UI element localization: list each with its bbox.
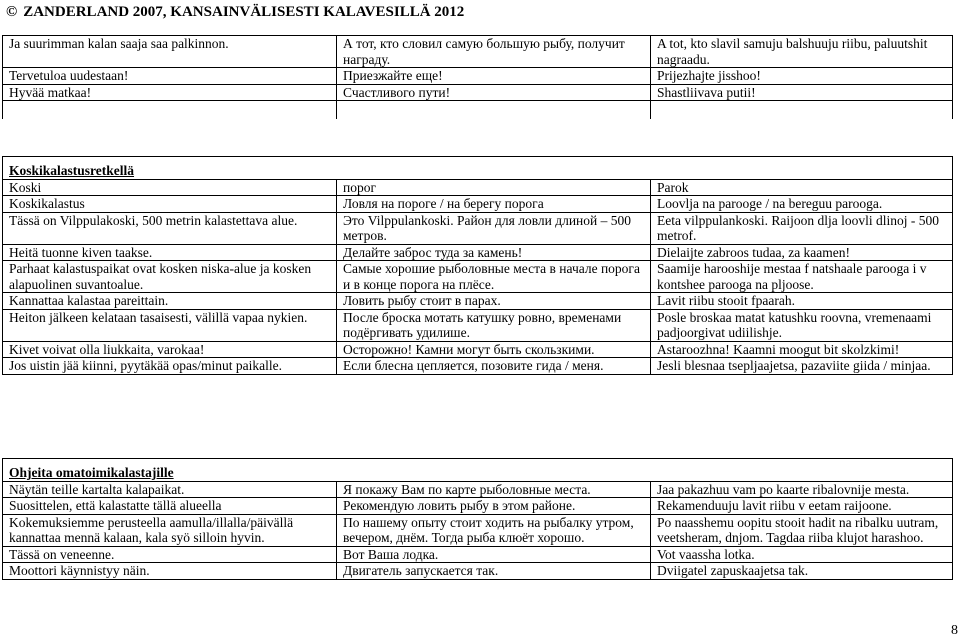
fishing-trip-table [2,156,953,375]
cell-finnish: Heiton jälkeen kelataan tasaisesti, välillä vapaa nykien. [3,309,337,341]
cell-transliteration: Dviigatel zapuskaajetsa tak. [651,563,953,580]
cell-transliteration: Posle broskaa matat katushku roovna, vremenaami padjoorgivat udiilishje. [651,309,953,341]
cell-finnish: Heitä tuonne kiven taakse. [3,244,337,261]
cell-transliteration: Dielaijte zabroos tudaa, za kaamen! [651,244,953,261]
self-guided-table [2,458,953,580]
page-number: 8 [951,623,958,638]
section-heading: Koskikalastusretkellä [3,157,953,180]
table-row [3,36,953,68]
cell-finnish: Suosittelen, että kalastatte tällä alueella [3,498,337,515]
cell-russian: Если блесна цепляется, позовите гида / меня. [337,358,651,375]
cell-russian: Ловля на пороге / на берегу порога [337,196,651,213]
spacer-row [3,101,953,120]
cell-finnish: Jos uistin jää kiinni, pyytäkää opas/minut paikalle. [3,358,337,375]
cell-russian: Это Vilppulankoski. Район для ловли длиной – 500 метров. [337,212,651,244]
table-row [3,261,953,293]
cell-russian: порог [337,179,651,196]
table-row [3,293,953,310]
table-row [3,212,953,244]
table-row [3,84,953,101]
cell-transliteration: Jaa pakazhuu vam po kaarte ribalovnije mesta. [651,481,953,498]
table-row [3,563,953,580]
cell-finnish: Tässä on Vilppulakoski, 500 metrin kalastettava alue. [3,212,337,244]
cell-transliteration: Parok [651,179,953,196]
table-row [3,68,953,85]
cell-finnish: Näytän teille kartalta kalapaikat. [3,481,337,498]
table-row [3,358,953,375]
table-row [3,309,953,341]
copyright-symbol: © [6,4,18,20]
cell-transliteration: Shastliivava putii! [651,84,953,101]
cell-finnish: Kokemuksiemme perusteella aamulla/illalla/päivällä kannattaa mennä kalaan, kala syö silloin hyvin. [3,514,337,546]
cell-finnish: Tervetuloa uudestaan! [3,68,337,85]
cell-russian: А тот, кто словил самую большую рыбу, получит награду. [337,36,651,68]
title-text: ZANDERLAND 2007, KANSAINVÄLISESTI KALAVESILLÄ 2012 [23,4,465,20]
table-row [3,179,953,196]
cell-russian: Двигатель запускается так. [337,563,651,580]
cell-transliteration: Astaroozhna! Kaamni moogut bit skolzkimi! [651,341,953,358]
top-phrases-table [2,35,953,119]
cell-transliteration: Prijezhajte jisshoo! [651,68,953,85]
cell-finnish: Koski [3,179,337,196]
page-title [6,2,464,22]
cell-russian: Счастливого пути! [337,84,651,101]
cell-transliteration: Loovlja na parooge / na bereguu parooga. [651,196,953,213]
table-row [3,196,953,213]
cell-russian: Вот Ваша лодка. [337,546,651,563]
cell-transliteration: Rekamenduuju lavit riibu v eetam raijoone. [651,498,953,515]
cell-finnish: Tässä on veneenne. [3,546,337,563]
cell-finnish: Ja suurimman kalan saaja saa palkinnon. [3,36,337,68]
cell-finnish: Kivet voivat olla liukkaita, varokaa! [3,341,337,358]
cell-transliteration: Po naasshemu oopitu stooit hadit na ribalku uutram, veetsheram, dnjom. Tagdaa riiba klujot harashoo. [651,514,953,546]
table-row [3,481,953,498]
cell-russian: Рекомендую ловить рыбу в этом районе. [337,498,651,515]
cell-russian: Приезжайте еще! [337,68,651,85]
cell-finnish: Hyvää matkaa! [3,84,337,101]
cell-transliteration: Jesli blesnaa tsepljaajetsa, pazaviite giida / minjaa. [651,358,953,375]
cell-russian: Осторожно! Камни могут быть скользкими. [337,341,651,358]
cell-finnish: Moottori käynnistyy näin. [3,563,337,580]
cell-transliteration: Vot vaassha lotka. [651,546,953,563]
cell-russian: После броска мотать катушку ровно, временами подёргивать удилише. [337,309,651,341]
cell-finnish: Kannattaa kalastaa pareittain. [3,293,337,310]
cell-transliteration: Eeta vilppulankoski. Raijoon dlja loovli dlinoj - 500 metrof. [651,212,953,244]
section-heading-row [3,157,953,180]
cell-russian: Ловить рыбу стоит в парах. [337,293,651,310]
table-row [3,341,953,358]
cell-russian: Делайте заброс туда за камень! [337,244,651,261]
cell-finnish: Koskikalastus [3,196,337,213]
table-row [3,514,953,546]
cell-transliteration: Lavit riibu stooit fpaarah. [651,293,953,310]
cell-transliteration: A tot, kto slavil samuju balshuuju riibu, paluutshit nagraadu. [651,36,953,68]
section-heading-row [3,459,953,482]
table-row [3,244,953,261]
table-row [3,498,953,515]
cell-russian: Самые хорошие рыболовные места в начале порога и в конце порога на плёсе. [337,261,651,293]
cell-transliteration: Saamije harooshije mestaa f natshaale parooga i v kontshee parooga na pljoose. [651,261,953,293]
cell-finnish: Parhaat kalastuspaikat ovat kosken niska-alue ja kosken alapuolinen suvantoalue. [3,261,337,293]
cell-russian: По нашему опыту стоит ходить на рыбалку утром, вечером, днём. Тогда рыба клюёт хорошо. [337,514,651,546]
section-heading: Ohjeita omatoimikalastajille [3,459,953,482]
cell-russian: Я покажу Вам по карте рыболовные места. [337,481,651,498]
table-row [3,546,953,563]
